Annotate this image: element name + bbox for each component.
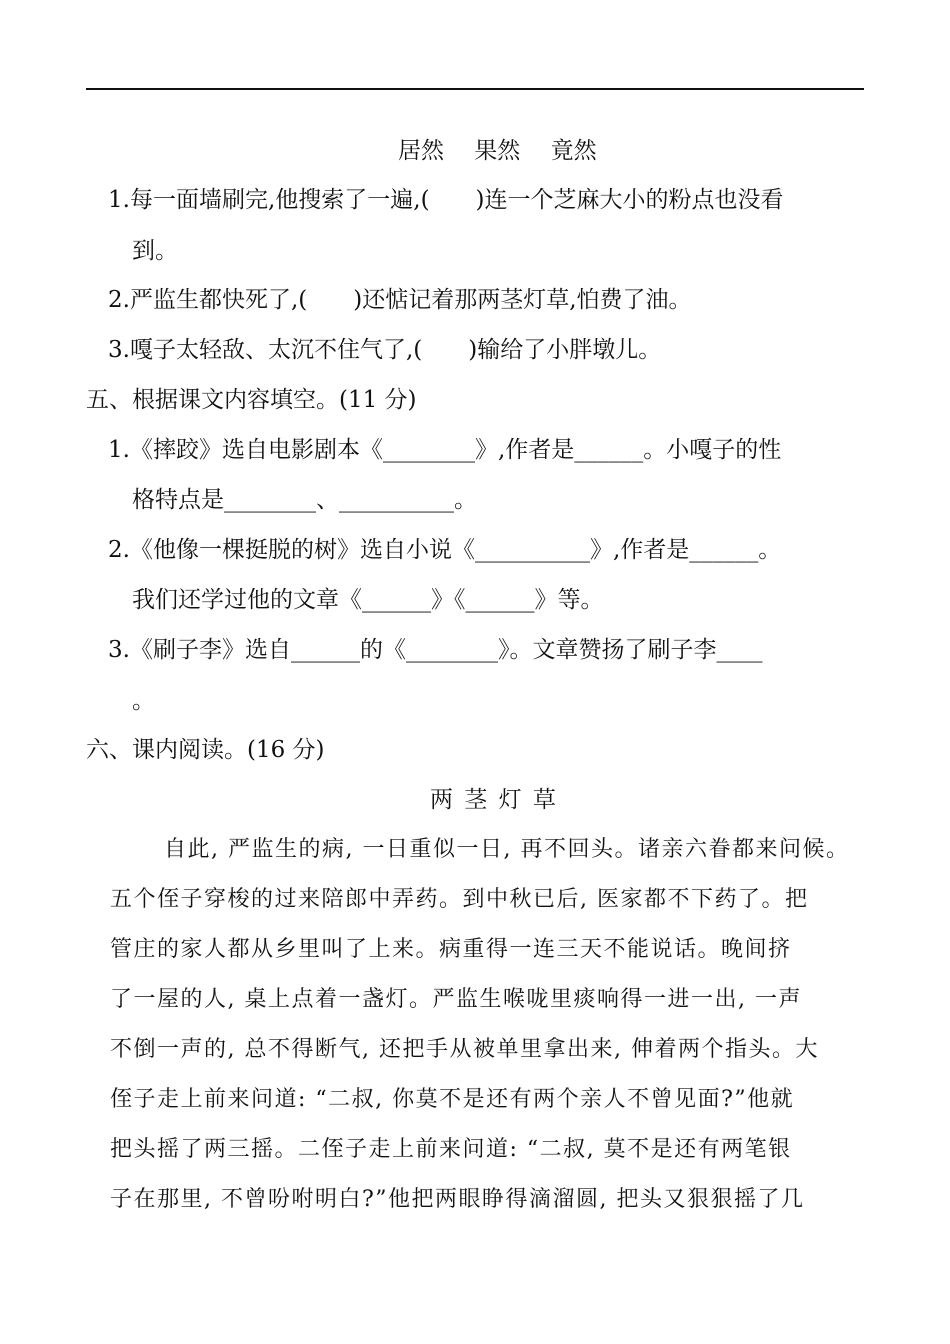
passage-line: 自此, 严监生的病, 一日重似一日, 再不回头。诸亲六眷都来问候。 <box>164 837 850 862</box>
passage-line: 子在那里, 不曾吩咐明白?”他把两眼睁得滴溜圆, 把头又狠狠摇了几 <box>110 1187 805 1212</box>
top-rule <box>86 88 864 90</box>
passage-line: 五个侄子穿梭的过来陪郎中弄药。到中秋已后, 医家都不下药了。把 <box>110 887 809 912</box>
question-5-1-line-1: 1.《摔跤》选自电影剧本《________》,作者是______。小嘎子的性 <box>108 437 782 463</box>
passage-title: 两 茎 灯 草 <box>430 787 558 813</box>
passage-line: 侄子走上前来问道: “二叔, 你莫不是还有两个亲人不曾见面?”他就 <box>110 1087 795 1112</box>
question-4-1-line-2: 到。 <box>132 238 178 264</box>
passage-line: 把头摇了两三摇。二侄子走上前来问道: “二叔, 莫不是还有两笔银 <box>110 1137 792 1162</box>
question-4-1-line-1: 1.每一面墙刷完,他搜索了一遍,( )连一个芝麻大小的粉点也没看 <box>108 187 784 213</box>
question-5-2-line-1: 2.《他像一棵挺脱的树》选自小说《__________》,作者是______。 <box>108 537 782 563</box>
question-4-3: 3.嘎子太轻敌、太沉不住气了,( )输给了小胖墩儿。 <box>108 337 662 363</box>
section-6-heading: 六、课内阅读。(16 分) <box>86 737 325 763</box>
passage-line: 管庄的家人都从乡里叫了上来。病重得一连三天不能说话。晚间挤 <box>110 937 792 962</box>
question-4-2: 2.严监生都快死了,( )还惦记着那两茎灯草,怕费了油。 <box>108 287 692 313</box>
question-5-2-line-2: 我们还学过他的文章《______》《______》等。 <box>132 587 604 613</box>
question-5-3-line-1: 3.《刷子李》选自______的《________》。文章赞扬了刷子李____ <box>108 637 763 663</box>
question-5-1-line-2: 格特点是________、__________。 <box>132 487 477 513</box>
word-choices: 居然 果然 竟然 <box>398 138 597 164</box>
passage-line: 了一屋的人, 桌上点着一盏灯。严监生喉咙里痰响得一进一出, 一声 <box>110 987 802 1012</box>
passage-line: 不倒一声的, 总不得断气, 还把手从被单里拿出来, 伸着两个指头。大 <box>110 1037 819 1062</box>
section-5-heading: 五、根据课文内容填空。(11 分) <box>86 387 417 413</box>
question-5-3-line-2: 。 <box>132 688 155 714</box>
